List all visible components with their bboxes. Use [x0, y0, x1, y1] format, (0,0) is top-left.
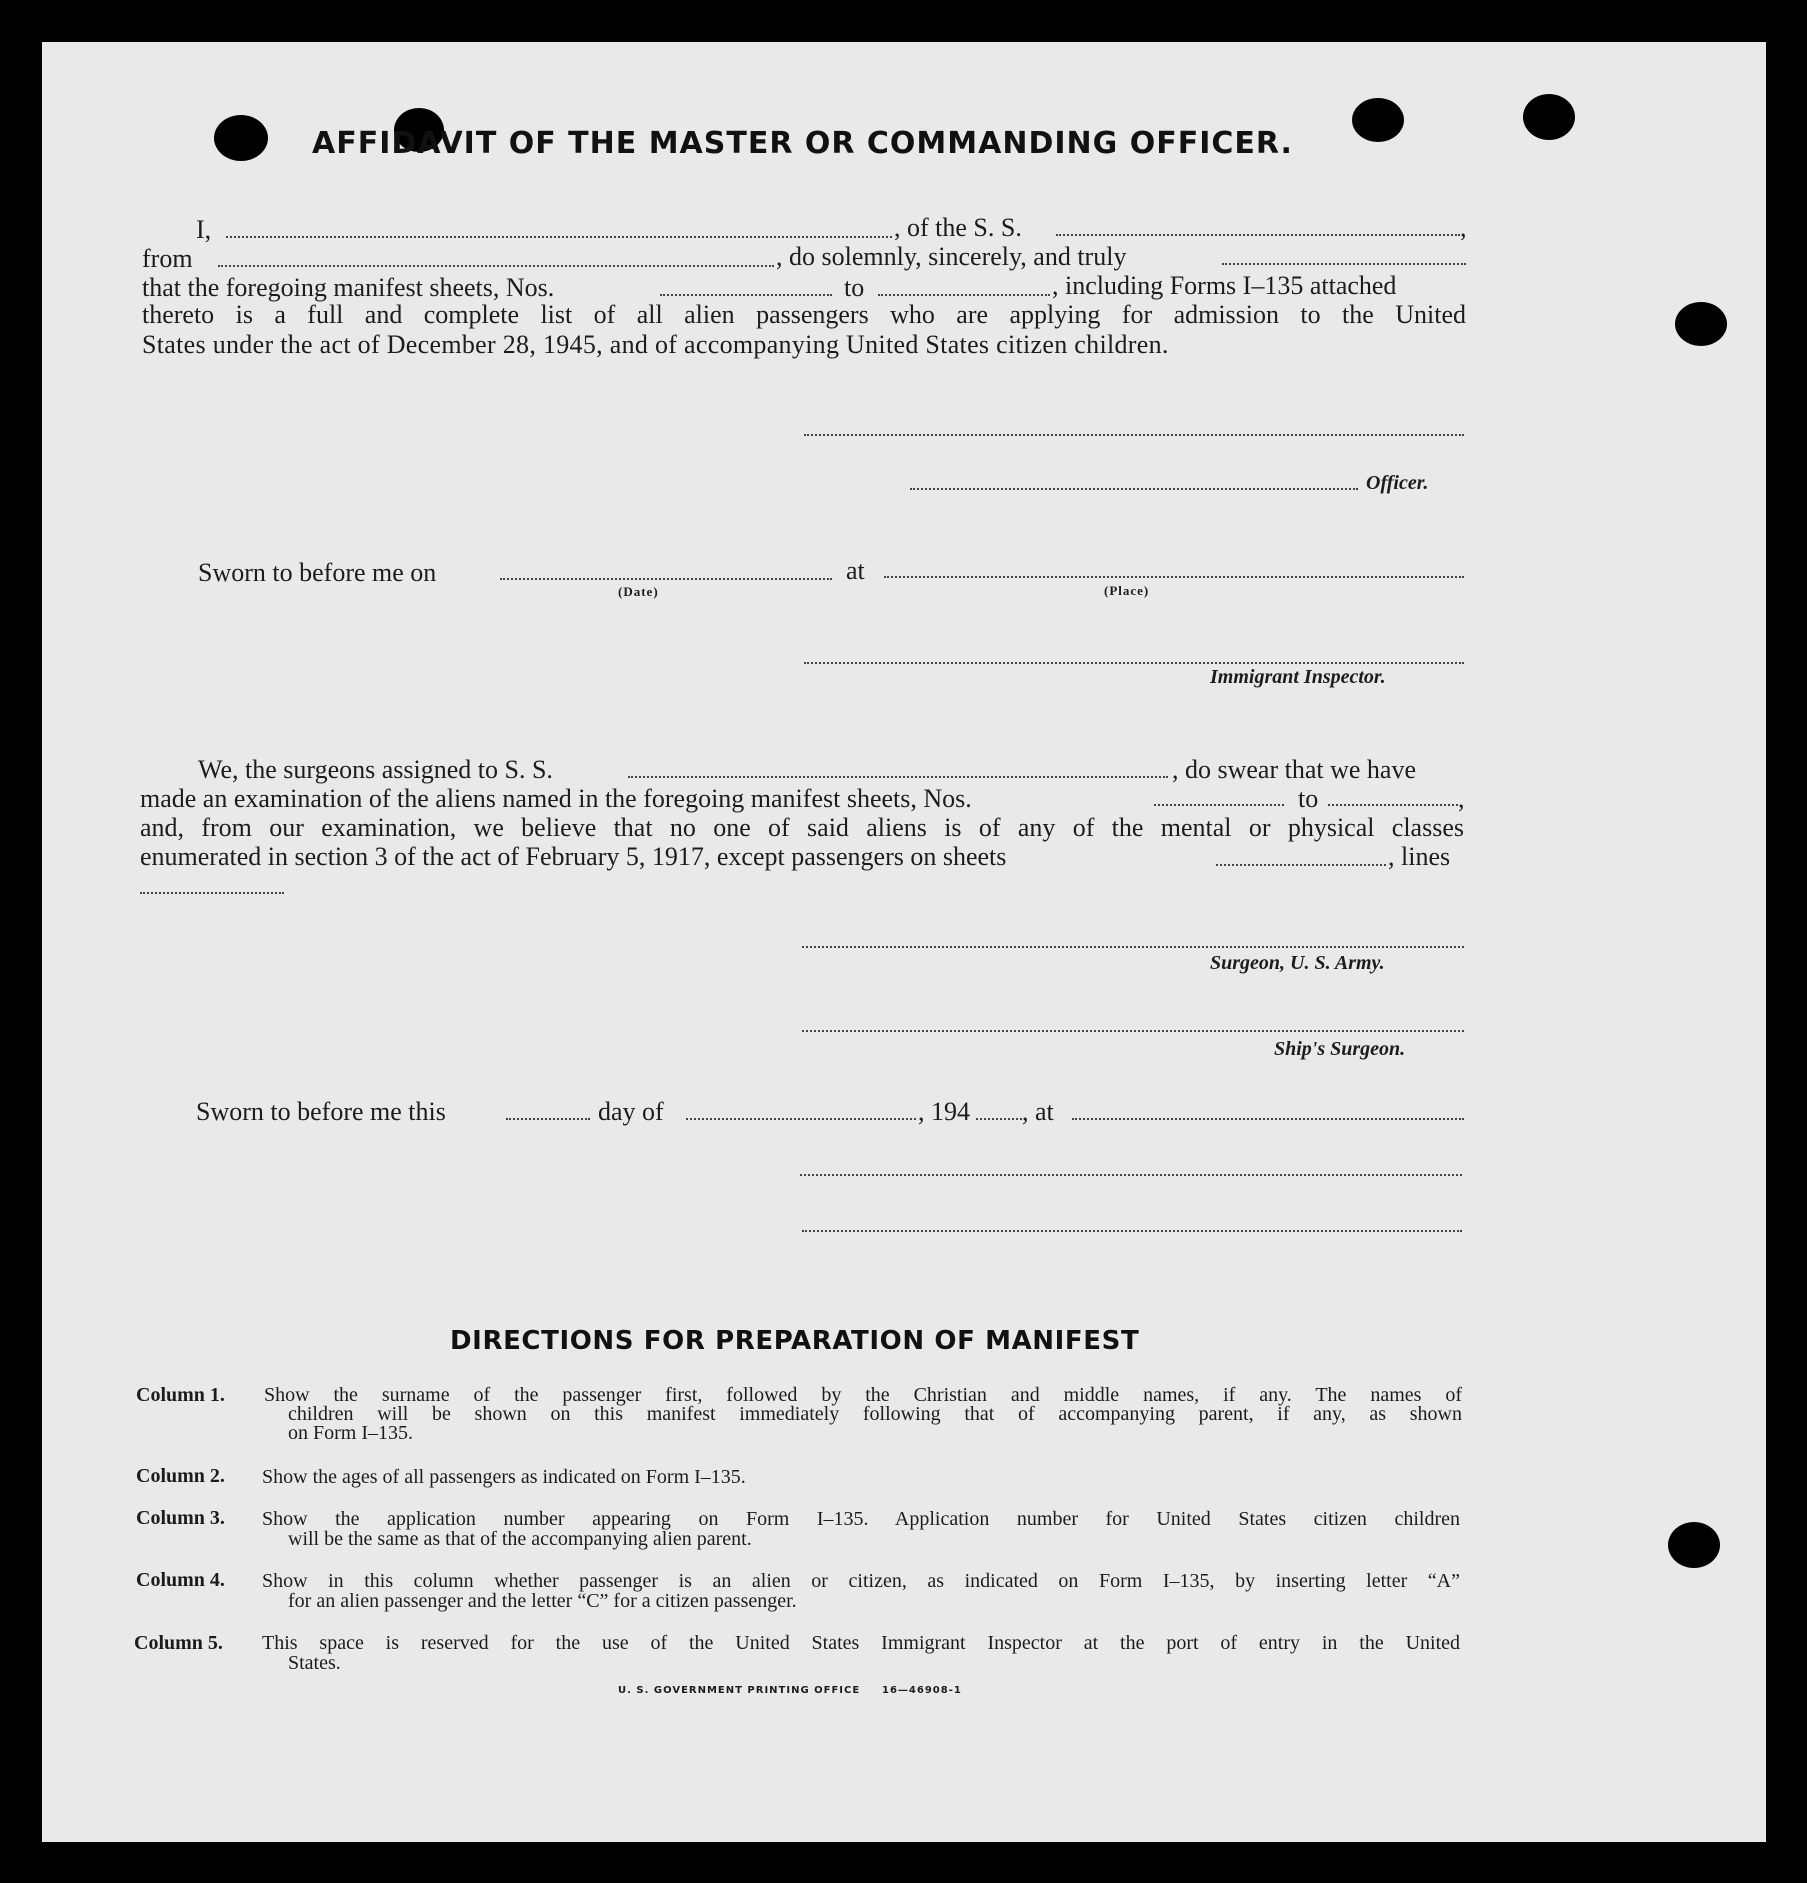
column-5-text: This space is reserved for the use of the United States Immigrant Inspector at the port of entry in the United — [262, 1632, 1460, 1654]
officer-title-line[interactable] — [910, 488, 1358, 490]
column-3-label: Column 3. — [136, 1507, 225, 1529]
place-caption: (Place) — [1104, 583, 1150, 598]
surgeon-army-line[interactable] — [802, 946, 1464, 948]
column-5-text-cont: States. — [288, 1652, 341, 1674]
surgeons-lines-field[interactable] — [140, 892, 284, 894]
ships-surgeon-label: Ship's Surgeon. — [1274, 1038, 1406, 1060]
surgeons-ship-field[interactable] — [628, 776, 1168, 778]
date-caption: (Date) — [618, 584, 659, 599]
printer-imprint: U. S. GOVERNMENT PRINTING OFFICE — [618, 1685, 861, 1696]
column-3-text: Show the application number appearing on Form I–135. Application number for United States citizen children — [262, 1508, 1460, 1530]
punch-hole — [214, 115, 268, 161]
surgeons-sheets-field[interactable] — [1216, 864, 1386, 866]
sworn-at-label: at — [846, 556, 865, 585]
punch-hole — [1675, 302, 1727, 346]
master-signature-line[interactable] — [804, 434, 1464, 436]
column-4-text-cont: for an alien passenger and the letter “C” for a citizen passenger. — [288, 1590, 797, 1612]
master-sheet-to-field[interactable] — [878, 294, 1050, 296]
punch-hole — [1352, 98, 1404, 142]
column-1-label: Column 1. — [136, 1384, 225, 1406]
immigrant-inspector-label: Immigrant Inspector. — [1210, 666, 1386, 688]
surgeons-line-4: enumerated in section 3 of the act of February 5, 1917, except passengers on sheets — [140, 842, 1007, 871]
sworn-place-field[interactable] — [884, 576, 1464, 578]
surgeons-comma: , — [1458, 784, 1465, 813]
sworn2-day-field[interactable] — [506, 1118, 590, 1120]
column-4-text: Show in this column whether passenger is an alien or citizen, as indicated on Form I–135, by inserting letter “A” — [262, 1570, 1460, 1592]
column-3-text-cont: will be the same as that of the accompanying alien parent. — [288, 1528, 752, 1550]
officer-signature-line[interactable] — [800, 1174, 1462, 1176]
sworn-date-field[interactable] — [500, 578, 832, 580]
sworn2-label: Sworn to before me this — [196, 1097, 446, 1126]
immigrant-inspector-line[interactable] — [804, 662, 1464, 664]
master-sheet-from-field[interactable] — [660, 294, 832, 296]
column-5-label: Column 5. — [134, 1632, 223, 1654]
sworn-before-label: Sworn to before me on — [198, 558, 437, 587]
surgeons-swear-label: , do swear that we have — [1172, 755, 1417, 784]
master-solemnly-label: , do solemnly, sincerely, and truly — [776, 242, 1127, 271]
surgeon-army-label: Surgeon, U. S. Army. — [1210, 952, 1385, 974]
form-title: AFFIDAVIT OF THE MASTER OR COMMANDING OFFICER. — [312, 126, 1293, 161]
surgeons-line-2: made an examination of the aliens named in the foregoing manifest sheets, Nos. — [140, 784, 972, 813]
master-line-5: States under the act of December 28, 1945, and of accompanying United States citizen children. — [142, 330, 1169, 359]
surgeons-lines-label: , lines — [1388, 842, 1451, 871]
master-to-label: to — [844, 273, 865, 302]
surgeons-sheet-from-field[interactable] — [1154, 804, 1284, 806]
column-2-label: Column 2. — [136, 1465, 225, 1487]
master-comma: , — [1460, 213, 1467, 242]
surgeons-to-label: to — [1298, 784, 1319, 813]
column-4-label: Column 4. — [136, 1569, 225, 1591]
ships-surgeon-line[interactable] — [802, 1030, 1464, 1032]
master-line-4: thereto is a full and complete list of all alien passengers who are applying for admission to the United — [142, 300, 1466, 329]
officer-title-signature-line[interactable] — [802, 1230, 1462, 1232]
master-from-label: from — [142, 244, 193, 273]
master-name-field[interactable] — [226, 236, 892, 238]
column-1-text: Show the surname of the passenger first, followed by the Christian and middle names, if any. The names of — [264, 1384, 1462, 1406]
master-i-label: I, — [196, 215, 212, 244]
sworn2-year-label: , 194 — [918, 1097, 970, 1126]
punch-hole — [1523, 94, 1575, 140]
master-truly-field[interactable] — [1222, 263, 1466, 265]
master-from-field[interactable] — [218, 265, 774, 267]
master-manifest-label: that the foregoing manifest sheets, Nos. — [142, 273, 555, 302]
master-ship-field[interactable] — [1056, 234, 1460, 236]
master-including-label: , including Forms I–135 attached — [1052, 271, 1397, 300]
column-1-text-cont: children will be shown on this manifest immediately following that of accompanying parent, if any, as shown — [288, 1403, 1462, 1425]
sworn2-at-label: , at — [1022, 1097, 1054, 1126]
surgeons-we-label: We, the surgeons assigned to S. S. — [198, 755, 553, 784]
directions-title: DIRECTIONS FOR PREPARATION OF MANIFEST — [450, 1326, 1140, 1356]
sworn2-month-field[interactable] — [686, 1118, 916, 1120]
column-1-text-cont-2: on Form I–135. — [288, 1422, 413, 1444]
officer-label: Officer. — [1366, 472, 1429, 494]
sworn2-place-field[interactable] — [1072, 1118, 1464, 1120]
sworn2-year-field[interactable] — [976, 1118, 1022, 1120]
punch-hole — [1668, 1522, 1720, 1568]
surgeons-line-3: and, from our examination, we believe that no one of said aliens is of any of the mental or physical classes — [140, 813, 1464, 842]
column-2-text: Show the ages of all passengers as indicated on Form I–135. — [262, 1466, 746, 1488]
master-ss-label: , of the S. S. — [894, 213, 1022, 242]
sworn2-day-of-label: day of — [598, 1097, 664, 1126]
form-code: 16—46908-1 — [882, 1685, 962, 1696]
surgeons-sheet-to-field[interactable] — [1328, 804, 1458, 806]
